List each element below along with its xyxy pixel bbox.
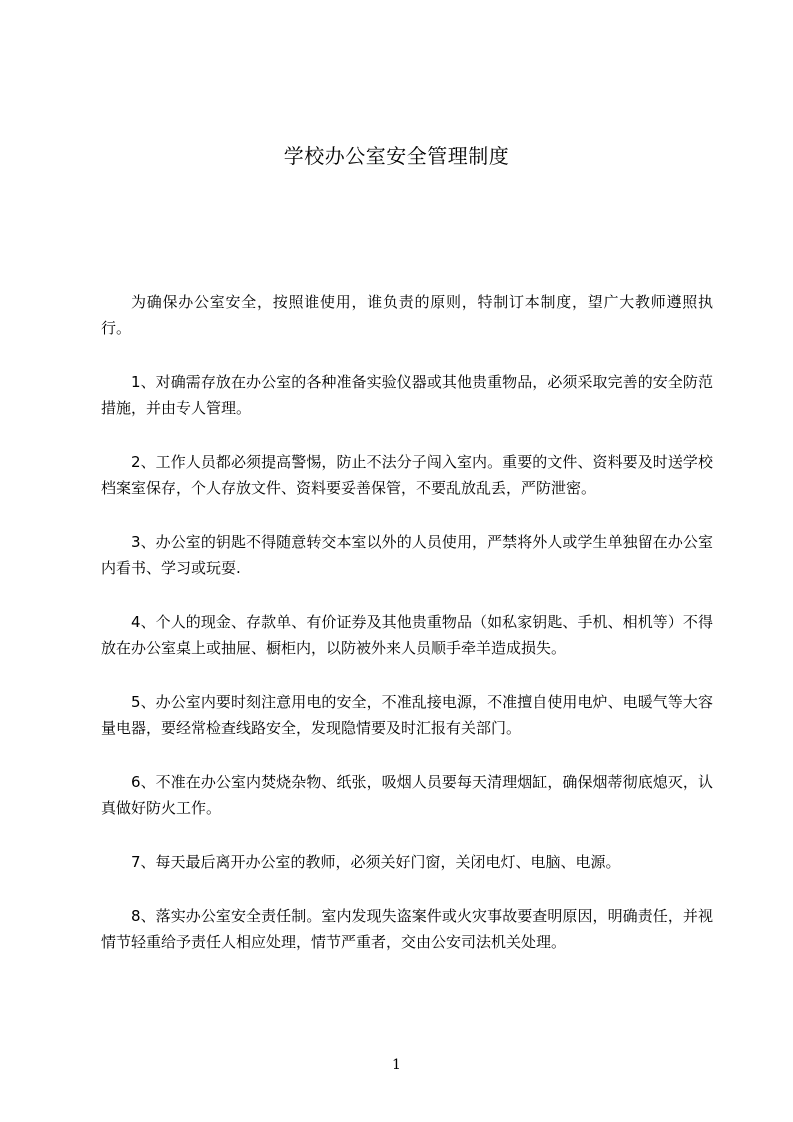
document-title: 学校办公室安全管理制度 [283, 144, 510, 168]
rule-paragraph-1: 1、对确需存放在办公室的各种准备实验仪器或其他贵重物品，必须采取完善的安全防范措施，并由专人管理。 [101, 373, 713, 417]
rule-paragraph-8: 8、落实办公室安全责任制。室内发现失盗案件或火灾事故要查明原因，明确责任，并视情节轻重给予责任人相应处理，情节严重者，交由公安司法机关处理。 [101, 907, 713, 951]
rule-paragraph-3: 3、办公室的钥匙不得随意转交本室以外的人员使用，严禁将外人或学生单独留在办公室内看书、学习或玩耍. [101, 533, 713, 577]
document-body [101, 289, 713, 983]
rule-paragraph-5: 5、办公室内要时刻注意用电的安全，不准乱接电源，不准擅自使用电炉、电暖气等大容量电器，要经常检查线路安全，发现隐情要及时汇报有关部门。 [101, 693, 713, 737]
intro-paragraph: 为确保办公室安全，按照谁使用，谁负责的原则，特制订本制度，望广大教师遵照执行。 [101, 293, 713, 337]
rule-paragraph-4: 4、个人的现金、存款单、有价证券及其他贵重物品（如私家钥匙、手机、相机等）不得放在办公室桌上或抽屉、橱柜内，以防被外来人员顺手牵羊造成损失。 [101, 613, 713, 657]
rule-paragraph-6: 6、不准在办公室内焚烧杂物、纸张，吸烟人员要每天清理烟缸，确保烟蒂彻底熄灭，认真做好防火工作。 [101, 773, 713, 817]
rule-paragraph-2: 2、工作人员都必须提高警惕，防止不法分子闯入室内。重要的文件、资料要及时送学校档案室保存，个人存放文件、资料要妥善保管，不要乱放乱丢，严防泄密。 [101, 453, 713, 497]
rule-paragraph-7: 7、每天最后离开办公室的教师，必须关好门窗，关闭电灯、电脑、电源。 [131, 853, 621, 871]
page-number: 1 [392, 1057, 401, 1073]
